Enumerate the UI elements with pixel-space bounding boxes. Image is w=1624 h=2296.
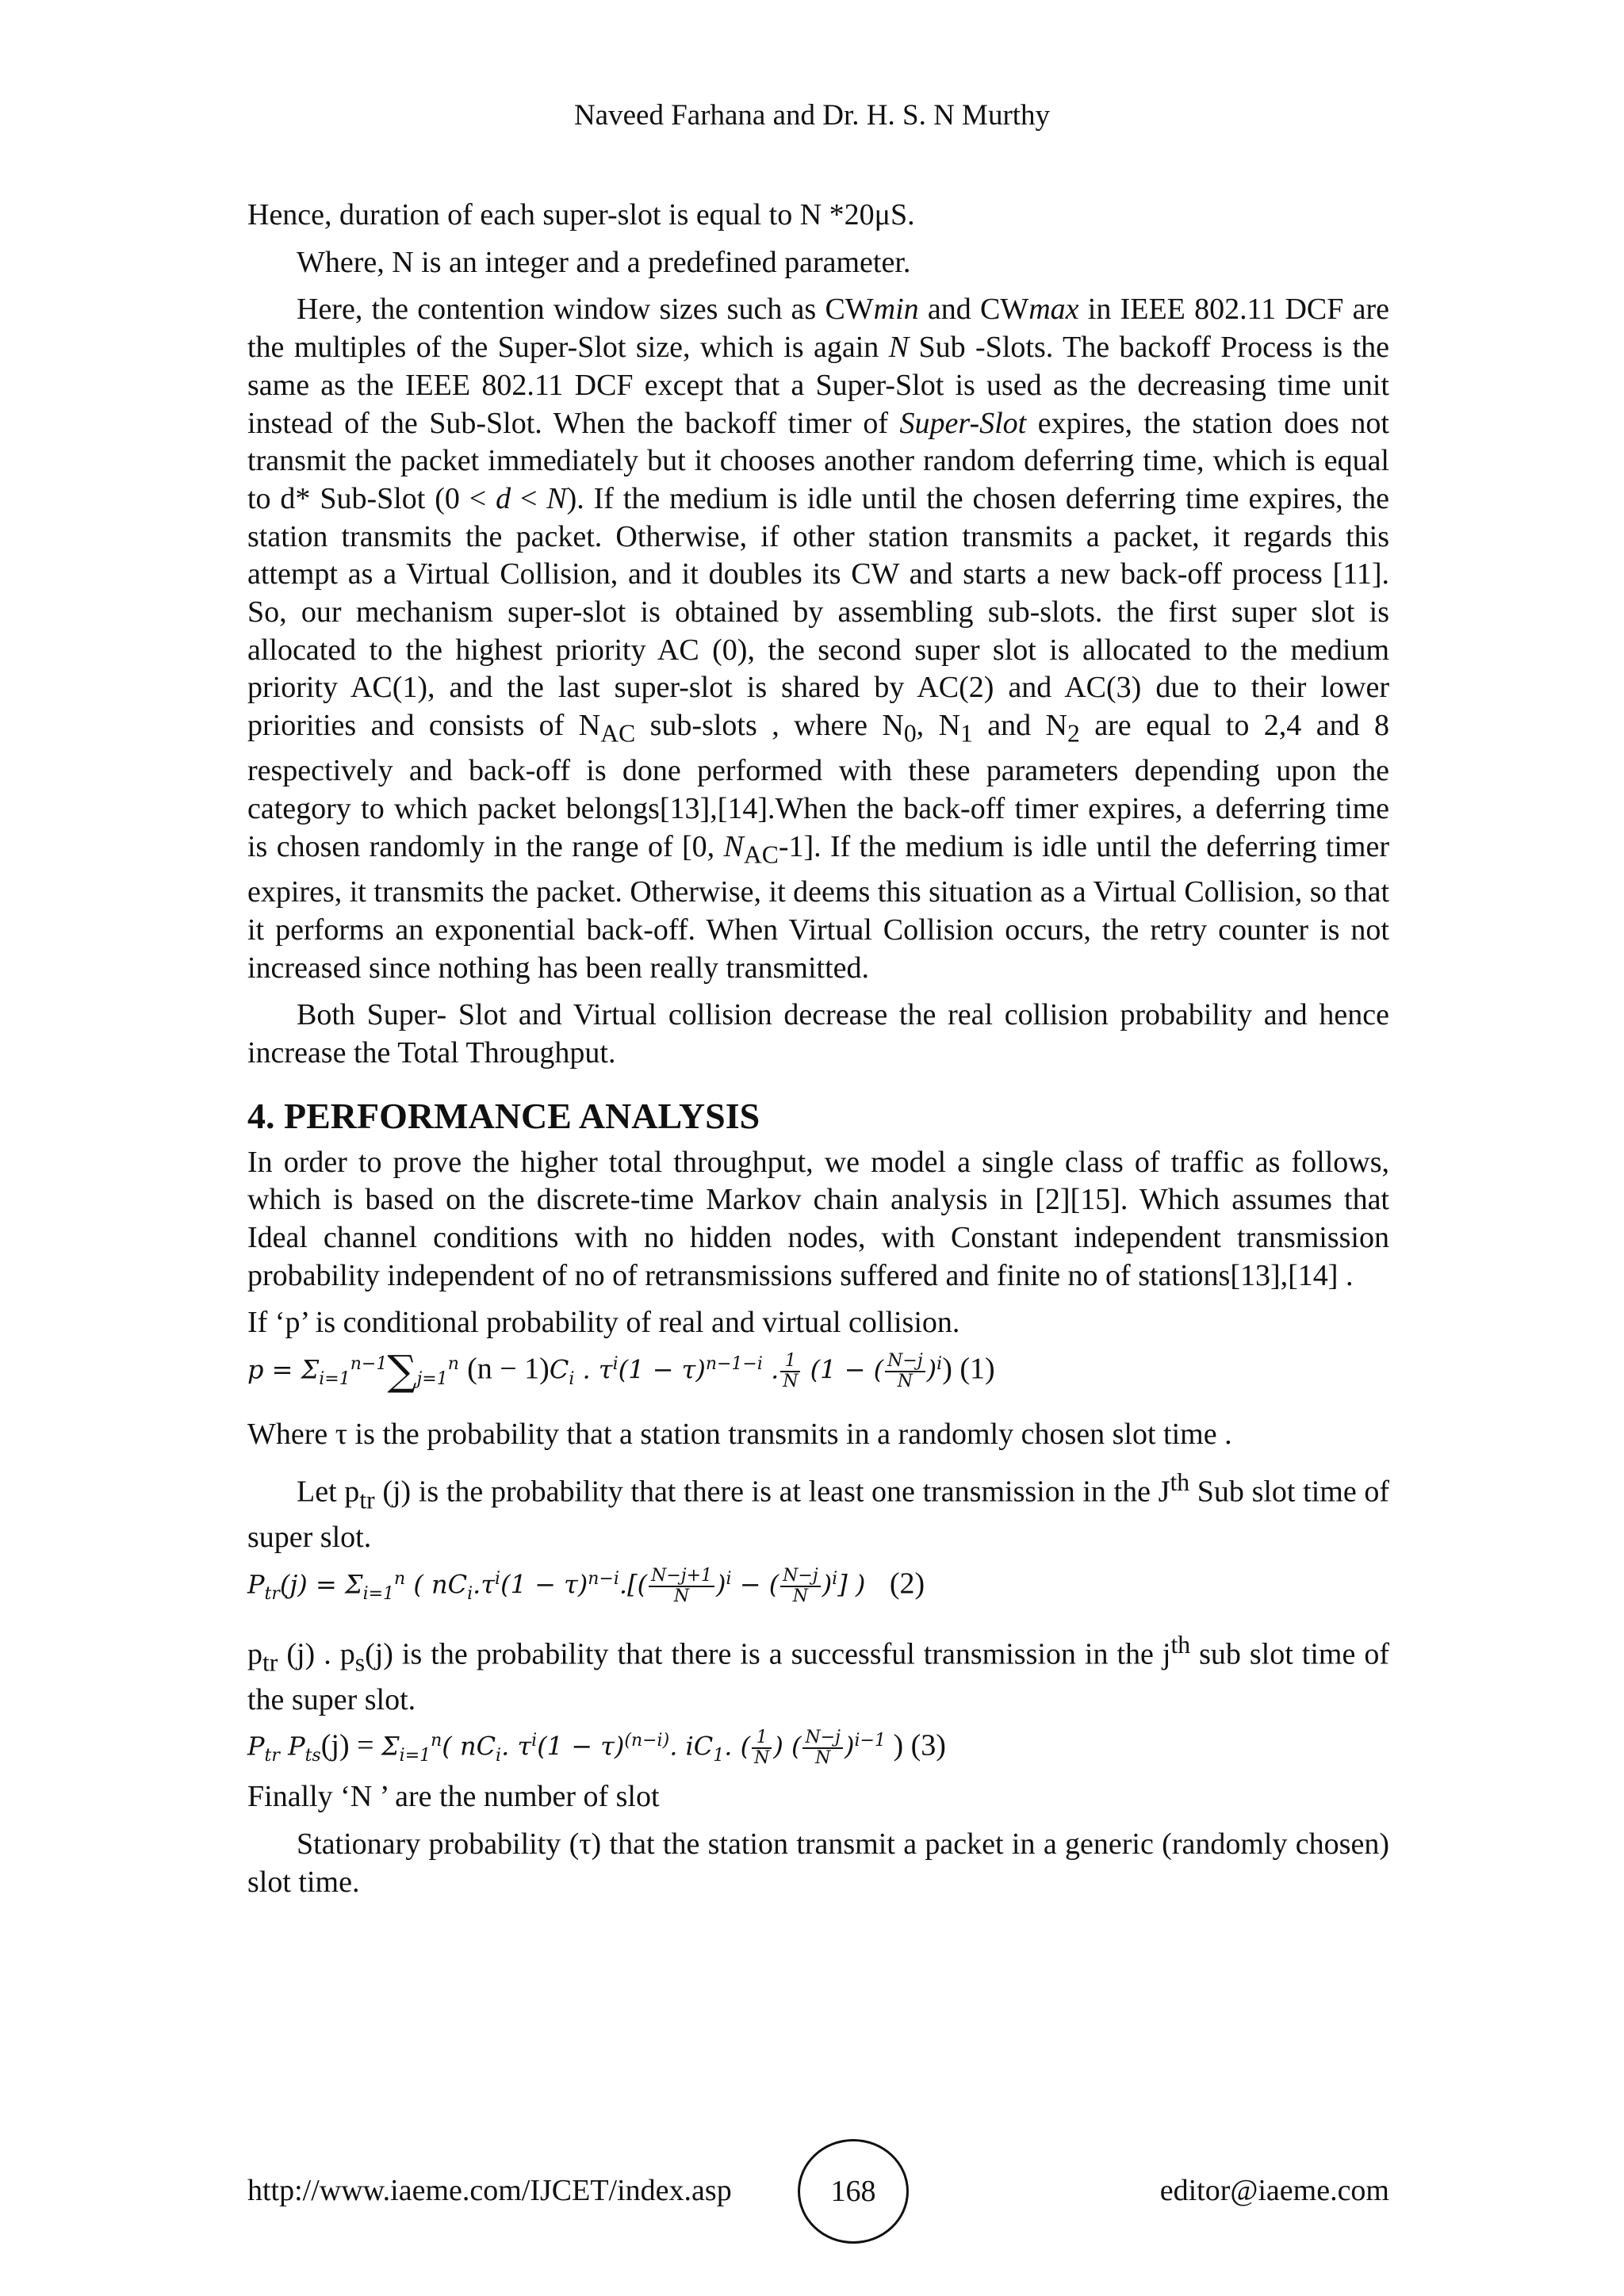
paragraph: Where τ is the probability that a station transmits in a randomly chosen slot time . (247, 1418, 1232, 1452)
equation-2: $P_{tr}(j) = \Sigma_{i=1}^n$ ( $nC_i.\tau^i(1 - \tau)^{n-i}$.[( $\frac{N-j+1}{N}$ )$^i$ − ( $\frac{N-j}{N}$ )$^i$] ) (2) (247, 1565, 925, 1606)
page-number-badge (798, 2139, 909, 2244)
section-heading: 4. PERFORMANCE ANALYSIS (247, 1095, 760, 1136)
paragraph: Here, the contention window sizes such as CWmin and CWmax in IEEE 802.11 DCF are the multiples of the Super-Slot size, which is again N Sub -Slots. The backoff Process is the same as the IEEE 802.11 DCF except that a Super-Slot is used as the decreasing time unit instead of the Sub-Slot. When the backoff timer of Super-Slot expires, the station does not transmit the packet immediately but it chooses another random deferring time, which is equal to d* Sub-Slot (0 < d < N). If the medium is idle until the chosen deferring time expires, the station transmits the packet. Otherwise, if other station transmits a packet, it regards this attempt as a Virtual Collision, and it doubles its CW and starts a new back-off process [11]. So, our mechanism super-slot is obtained by assembling sub-slots. the first super slot is allocated to the highest priority AC (0), the second super slot is allocated to the medium priority AC(1), and the last super-slot is shared by AC(2) and AC(3) due to their lower priorities and consists of $N_{AC}$ sub-slots , where $N_0$, $N_1$ and $N_2$ are equal to 2,4 and 8 respectively and back-off is done performed with these parameters depending upon the category to which packet belongs[13],[14].When the back-off timer expires, a deferring time is chosen randomly in the range of [0, $N_{AC}-1$]. If the medium is idle until the deferring timer expires, it transmits the packet. Otherwise, it deems this situation as a Virtual Collision, so that it performs an exponential back-off. When Virtual Collision occurs, the retry counter is not increased since nothing has been really transmitted. (247, 293, 1390, 985)
paragraph: If ‘p’ is conditional probability of real and virtual collision. (247, 1306, 960, 1340)
page-number: 168 (830, 2175, 876, 2208)
paragraph: Both Super- Slot and Virtual collision decrease the real collision probability and hence increase the Total Throughput. (247, 998, 1389, 1070)
page-body (247, 197, 1389, 1901)
equation-3: $P_{tr}$ $P_{ts}(j) = \Sigma_{i=1}^n$( $nC_i$. $\tau^i(1 - \tau)^{(n-i)}$. $iC_1$. ( $\frac{1}{N}$ ) ( $\frac{N-j}{N}$ )$^{i-1}$ ) (3) (247, 1728, 946, 1769)
paragraph: Finally ‘N ’ are the number of slot (247, 1780, 660, 1814)
paragraph: Hence, duration of each super-slot is equal to N *20μS. (247, 198, 915, 232)
paragraph: $p_{tr}$ (j) . $p_s(j)$ is the probability that there is a successful transmission in the $j^{th}$ sub slot time of the super slot. (247, 1630, 1389, 1716)
paragraph: Let $p_{tr}$ (j) is the probability that there is at least one transmission in the $J^{th}$ Sub slot time of super slot. (247, 1468, 1390, 1554)
paragraph: Where, N is an integer and a predefined parameter. (297, 245, 911, 279)
footer-journal-link[interactable]: http://www.iaeme.com/IJCET/index.asp (247, 2174, 732, 2207)
running-header: Naveed Farhana and Dr. H. S. N Murthy (573, 99, 1051, 132)
equation-1: $p = \Sigma_{i=1}^{n-1}\sum_{j=1}^n$ $(n - 1)C_i$ . $\tau^i(1 - \tau)^{n-1-i}$ . $\frac{1}{N}$ (1 − ( $\frac{N-j}{N}$ )$^i$) (1) (247, 1347, 995, 1395)
footer-email-link[interactable]: editor@iaeme.com (1159, 2174, 1389, 2207)
paragraph: Stationary probability (τ) that the station transmit a packet in a generic (randomly chosen) slot time. (247, 1827, 1389, 1899)
paragraph: In order to prove the higher total throughput, we model a single class of traffic as follows, which is based on the discrete-time Markov chain analysis in [2][15]. Which assumes that Ideal channel conditions with no hidden nodes, with Constant independent transmission probability independent of no of retransmissions suffered and finite no of stations[13],[14] . (247, 1145, 1389, 1292)
